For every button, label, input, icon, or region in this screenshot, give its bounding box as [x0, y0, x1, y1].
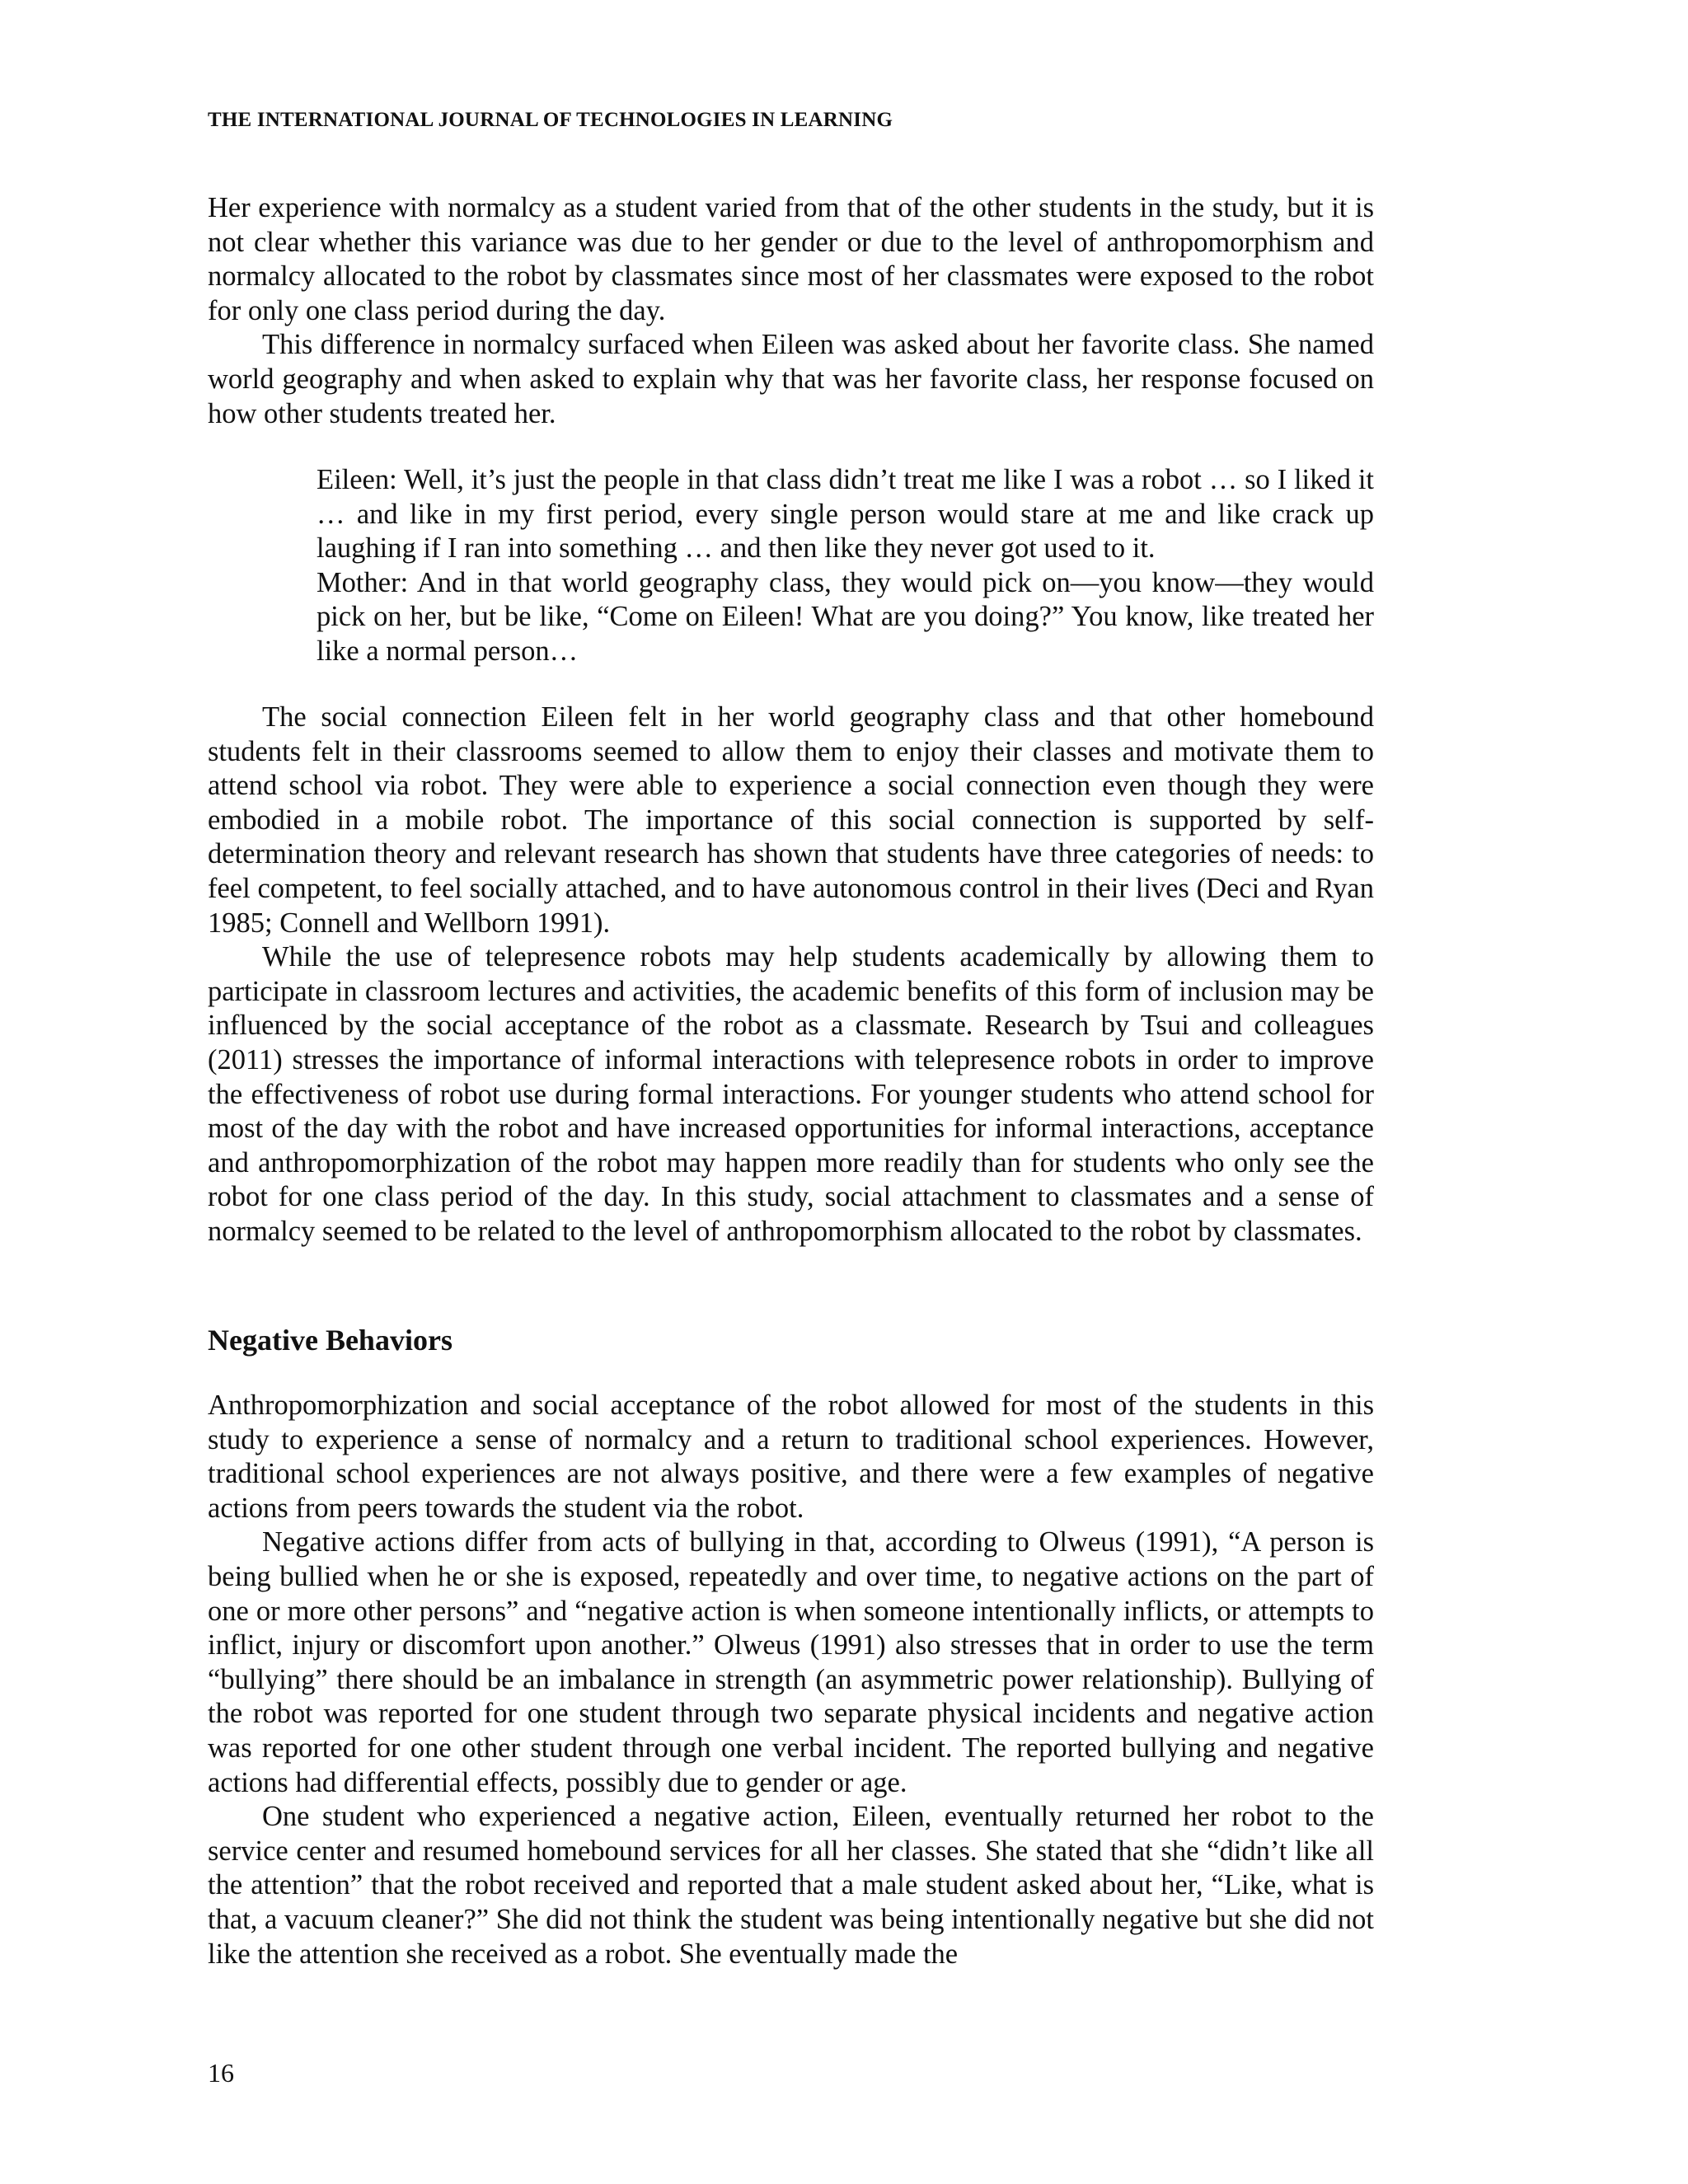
- discussion-text-block: [208, 701, 1374, 1249]
- paragraph: This difference in normalcy surfaced when Eileen was asked about her favorite class. She named world geography and when asked to explain why that was her favorite class, her response focused on how other students treated her.: [208, 329, 1374, 429]
- interview-quote: [316, 463, 1374, 669]
- intro-text-block: [208, 191, 1374, 431]
- section-heading: Negative Behaviors: [208, 1324, 452, 1357]
- quote-line-eileen: Eileen: Well, it’s just the people in that class didn’t treat me like I was a robot … so I liked it … and like in my first period, every single person would stare at me and like crack up laughing if I ran into something … and then like they never got used to it.: [316, 464, 1374, 565]
- paragraph: While the use of telepresence robots may help students academically by allowing them to participate in classroom lectures and activities, the academic benefits of this form of inclusion may be influenced by the social acceptance of the robot as a classmate. Research by Tsui and colleagues (2011) stresses the importance of informal interactions with telepresence robots in order to improve the effectiveness of robot use during formal interactions. For younger students who attend school for most of the day with the robot and have increased opportunities for informal interactions, acceptance and anthropomorphization of the robot may happen more readily than for students who only see the robot for one class period of the day. In this study, social attachment to classmates and a sense of normalcy seemed to be related to the level of anthropomorphism allocated to the robot by classmates.: [208, 941, 1374, 1247]
- page-number: 16: [208, 2058, 234, 2088]
- paragraph: Her experience with normalcy as a student varied from that of the other students in the study, but it is not clear whether this variance was due to her gender or due to the level of anthropomorphism and normalcy allocated to the robot by classmates since most of her classmates were exposed to the robot for only one class period during the day.: [208, 192, 1374, 326]
- running-header: THE INTERNATIONAL JOURNAL OF TECHNOLOGIES IN LEARNING: [208, 109, 893, 131]
- section-text-block: [208, 1389, 1374, 1971]
- paragraph: Anthropomorphization and social acceptance of the robot allowed for most of the students in this study to experience a sense of normalcy and a return to traditional school experiences. However, traditional school experiences are not always positive, and there were a few examples of negative actions from peers towards the student via the robot.: [208, 1390, 1374, 1524]
- quote-line-mother: Mother: And in that world geography class, they would pick on—you know—they would pick on her, but be like, “Come on Eileen! What are you doing?” You know, like treated her like a normal person…: [316, 566, 1374, 667]
- paragraph: Negative actions differ from acts of bullying in that, according to Olweus (1991), “A person is being bullied when he or she is exposed, repeatedly and over time, to negative actions on the part of one or more other persons” and “negative action is when someone intentionally inflicts, or attempts to inflict, injury or discomfort upon another.” Olweus (1991) also stresses that in order to use the term “bullying” there should be an imbalance in strength (an asymmetric power relationship). Bullying of the robot was reported for one student through two separate physical incidents and negative action was reported for one other student through one verbal incident. The reported bullying and negative actions had differential effects, possibly due to gender or age.: [208, 1526, 1374, 1798]
- paragraph: The social connection Eileen felt in her world geography class and that other homebound students felt in their classrooms seemed to allow them to enjoy their classes and motivate them to attend school via robot. They were able to experience a social connection even though they were embodied in a mobile robot. The importance of this social connection is supported by self-determination theory and relevant research has shown that students have three categories of needs: to feel competent, to feel socially attached, and to have autonomous control in their lives (Deci and Ryan 1985; Connell and Wellborn 1991).: [208, 701, 1374, 939]
- paragraph: One student who experienced a negative action, Eileen, eventually returned her robot to the service center and resumed homebound services for all her classes. She stated that she “didn’t like all the attention” that the robot received and reported that a male student asked about her, “Like, what is that, a vacuum cleaner?” She did not think the student was being intentionally negative but she did not like the attention she received as a robot. She eventually made the: [208, 1801, 1374, 1970]
